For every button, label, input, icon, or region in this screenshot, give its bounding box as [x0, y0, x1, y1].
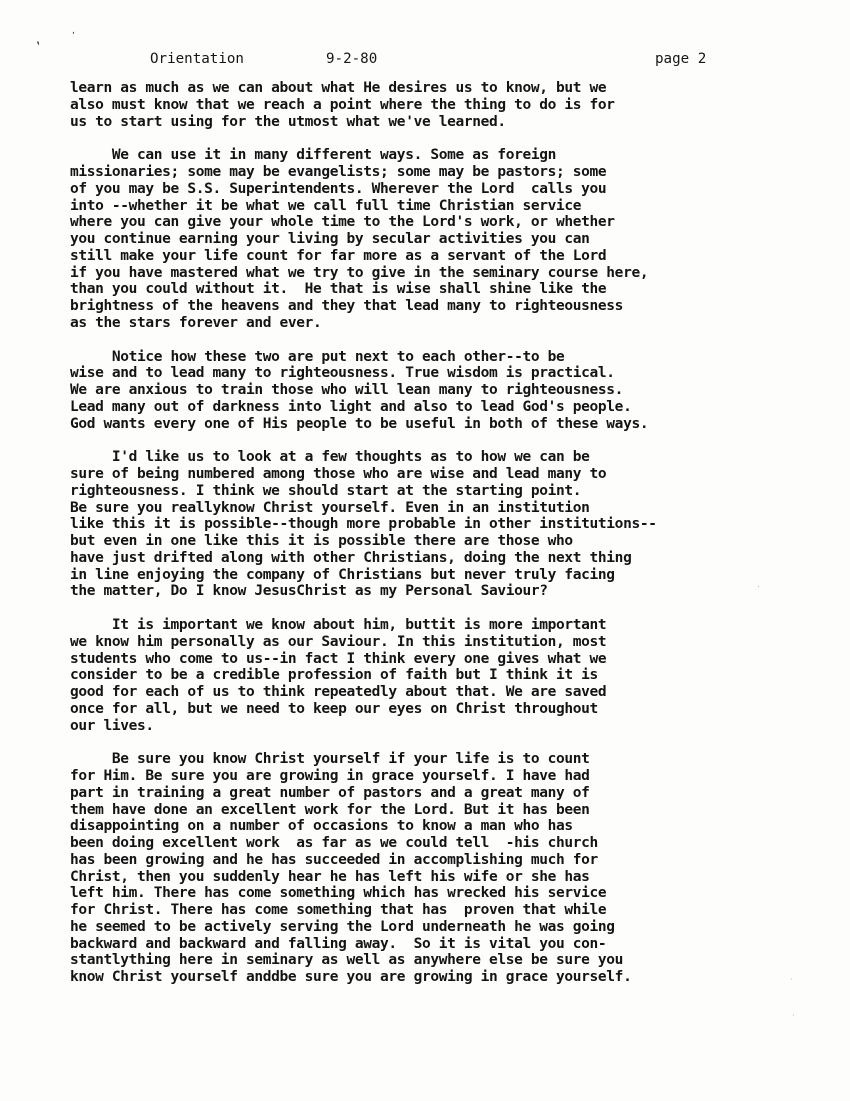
paragraph [70, 349, 830, 433]
text-line: wise and to lead many to righteousness. True wisdom is practical. [70, 365, 615, 382]
text-line: than you could without it. He that is wise shall shine like the [70, 281, 607, 298]
text-line: you continue earning your living by secular activities you can [70, 231, 590, 247]
page-header [0, 51, 850, 71]
text-line: he seemed to be actively serving the Lord underneath he was going [70, 918, 615, 935]
paragraph [70, 449, 830, 600]
text-line: part in training a great number of pastors and a great many of [70, 784, 590, 801]
text-line: once for all, but we need to keep our eyes on Christ throughout [70, 700, 598, 717]
paragraph [70, 751, 830, 986]
margin-mark: · [790, 975, 793, 985]
text-line: for Christ. There has come something that has proven that while [70, 902, 607, 918]
body-text [70, 80, 830, 1003]
text-line: Lead many out of darkness into light and also to lead God's people. [70, 398, 632, 415]
text-line: but even in one like this it is possible there are those who [70, 533, 573, 549]
text-line: we know him personally as our Saviour. In this institution, most [70, 633, 607, 650]
text-line: the matter, Do I know JesusChrist as my Personal Saviour? [70, 583, 548, 600]
text-line: God wants every one of His people to be useful in both of these ways. [70, 415, 649, 432]
text-line: students who come to us--in fact I think every one gives what we [70, 650, 607, 667]
margin-mark: · [792, 1011, 795, 1021]
text-line: disappointing on a number of occasions to know a man who has [70, 818, 573, 835]
text-line: us to start using for the utmost what we've learned. [70, 113, 506, 130]
text-line: our lives. [70, 717, 154, 734]
margin-mark: . [757, 580, 760, 590]
text-line: like this it is possible--though more probable in other institutions-- [70, 516, 657, 533]
text-line: We are anxious to train those who will lean many to righteousness. [70, 382, 624, 398]
text-line: left him. There has come something which has wrecked his service [70, 885, 607, 902]
text-line: learn as much as we can about what He desires us to know, but we [70, 80, 607, 96]
header-title: Orientation [150, 51, 244, 67]
text-line: Be sure you reallyknow Christ yourself. Even in an institution [70, 499, 590, 516]
text-line: still make your life count for far more as a servant of the Lord [70, 247, 607, 264]
text-line: good for each of us to think repeatedly about that. We are saved [70, 684, 607, 700]
text-line: of you may be S.S. Superintendents. Wherever the Lord calls you [70, 180, 607, 197]
text-line: where you can give your whole time to the Lord's work, or whether [70, 214, 615, 231]
text-line: if you have mastered what we try to give in the seminary course here, [70, 264, 649, 281]
text-line: stantlything here in seminary as well as anywhere else be sure you [70, 952, 624, 969]
text-line: sure of being numbered among those who are wise and lead many to [70, 466, 607, 482]
text-line: have just drifted along with other Christians, doing the next thing [70, 549, 632, 566]
header-page-number: page 2 [655, 51, 707, 67]
text-line: backward and backward and falling away. So it is vital you con- [70, 935, 607, 952]
text-line: know Christ yourself anddbe sure you are growing in grace yourself. [70, 969, 632, 985]
text-line: We can use it in many different ways. Some as foreign [70, 147, 557, 164]
text-line: Be sure you know Christ yourself if your life is to count [70, 751, 590, 768]
text-line: righteousness. I think we should start at the starting point. [70, 482, 582, 499]
paragraph [70, 80, 830, 130]
text-line: them have done an excellent work for the Lord. But it has been [70, 801, 590, 818]
text-line: in line enjoying the company of Christians but never truly facing [70, 566, 615, 583]
text-line: has been growing and he has succeeded in accomplishing much for [70, 851, 598, 868]
text-line: Christ, then you suddenly hear he has left his wife or she has [70, 868, 590, 885]
text-line: It is important we know about him, buttit is more important [70, 617, 607, 633]
text-line: into --whether it be what we call full time Christian service [70, 197, 582, 214]
text-line: consider to be a credible profession of faith but I think it is [70, 667, 598, 684]
text-line: as the stars forever and ever. [70, 314, 322, 331]
paragraph [70, 147, 830, 331]
text-line: for Him. Be sure you are growing in grace yourself. I have had [70, 768, 590, 784]
text-line: missionaries; some may be evangelists; some may be pastors; some [70, 164, 607, 180]
text-line: also must know that we reach a point where the thing to do is for [70, 96, 615, 113]
text-line: brightness of the heavens and they that lead many to righteousness [70, 298, 624, 314]
text-line: been doing excellent work as far as we could tell -his church [70, 835, 598, 851]
margin-mark: , [72, 26, 75, 36]
paragraph [70, 617, 830, 734]
text-line: Notice how these two are put next to each other--to be [70, 348, 565, 365]
header-date: 9-2-80 [326, 51, 378, 67]
margin-mark: ‛ [36, 40, 41, 56]
text-line: I'd like us to look at a few thoughts as to how we can be [70, 449, 590, 466]
